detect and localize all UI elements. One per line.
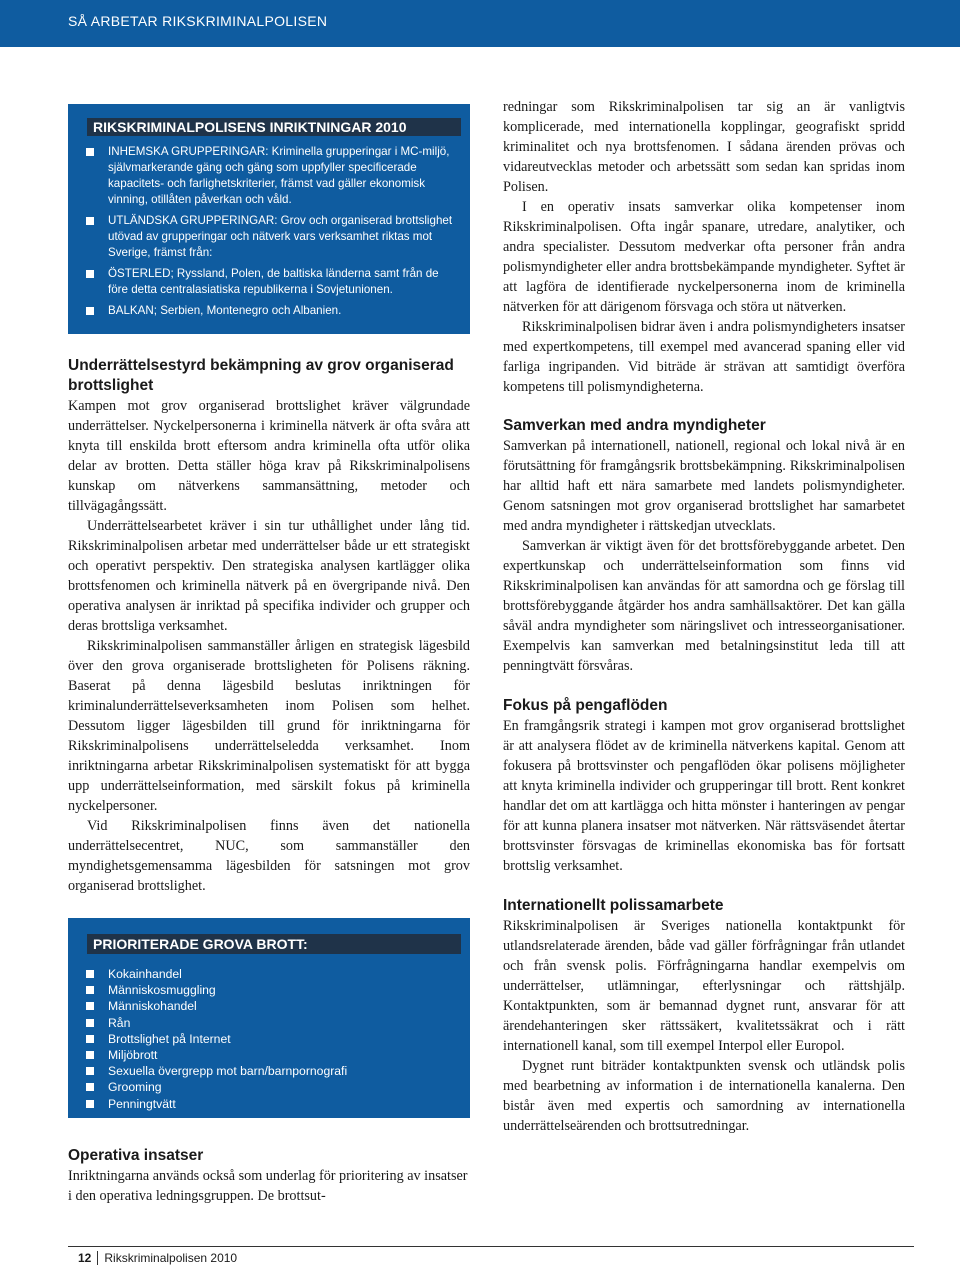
right-column — [503, 97, 905, 1136]
inriktningar-box-title: RIKSKRIMINALPOLISENS INRIKTNINGAR 2010 — [87, 118, 461, 136]
internationellt-heading: Internationellt polissamarbete — [503, 897, 724, 914]
paragraph: Dygnet runt biträder kontaktpunkten svensk och utländsk polis med bearbetning av information i de internationella kanalerna. Den bistår även med expertis och samordning av internationella underrättelseärenden och brottsutredningar. — [503, 1058, 905, 1134]
page-header-bar — [0, 0, 960, 47]
bullet-square-icon — [86, 307, 94, 315]
publication-name: Rikskriminalpolisen 2010 — [104, 1251, 238, 1265]
bullet-square-icon — [86, 1019, 94, 1027]
list-item: UTLÄNDSKA GRUPPERINGAR: Grov och organiserad brottslighet utövad av grupperingar och nätverk vars verksamhet riktas mot Sverige, främst från: — [86, 213, 458, 261]
prioriterade-box-title: PRIORITERADE GROVA BROTT: — [87, 934, 461, 954]
list-item: Sexuella övergrepp mot barn/barnpornografi — [86, 1063, 458, 1079]
prioriterade-box — [68, 918, 470, 1118]
fokus-heading: Fokus på pengaflöden — [503, 697, 668, 714]
bullet-square-icon — [86, 270, 94, 278]
paragraph: I en operativ insats samverkar olika kompetenser inom Rikskriminalpolisen. Ofta ingår spanare, utredare, analytiker, och andra specialister. Dessutom medverkar ofta personer från andra polismyndigheter eller andra brottsbekämpande myndigheter. Syftet är att lagföra de identifierade nyckelpersonerna inom de kriminella nätverken för att därigenom försvaga och störa ut nätverken. — [503, 199, 905, 315]
list-item: INHEMSKA GRUPPERINGAR: Kriminella grupperingar i MC-miljö, självmarkerande gäng och gäng som uppfyller specificerade kapacitets- och farlighetskriterier, främst vad gäller ekonomisk vinning, otillåten påverkan och våld. — [86, 144, 458, 208]
bullet-square-icon — [86, 1035, 94, 1043]
paragraph: Rikskriminalpolisen bidrar även i andra polismyndigheters insatser med expertkompetens, till exempel med avancerad spaning eller vid farliga ingripanden. Vid biträde är strävan att samtidigt överföra kompetens till polismyndigheterna. — [503, 319, 905, 395]
list-item: Penningtvätt — [86, 1096, 458, 1112]
list-item: Rån — [86, 1015, 458, 1031]
paragraph: Rikskriminalpolisen sammanställer årligen en strategisk lägesbild över den grova organiserade brottsligheten för Polisens räkning. Baserat på denna lägesbild beslutas inriktningen för kriminalunderrättelseverksamheten inom Polisen som helhet. Dessutom ligger lägesbilden till grund för inriktningarna för Rikskriminalpolisens underrättelseledda verksamhet. Inom inriktningarna arbetar Rikskriminalpolisen systematiskt för att bygga upp underrättelseinformation, med särskilt fokus på kriminella nyckelpersoner. — [68, 638, 470, 814]
inriktningar-list — [86, 144, 458, 324]
list-item: ÖSTERLED; Ryssland, Polen, de baltiska länderna samt från de före detta centralasiatiska republikerna i Sovjetunionen. — [86, 266, 458, 298]
list-item: Människohandel — [86, 998, 458, 1014]
bullet-square-icon — [86, 1100, 94, 1108]
operativa-heading: Operativa insatser — [68, 1147, 204, 1164]
operativa-section — [68, 1146, 470, 1206]
section-title: SÅ ARBETAR RIKSKRIMINALPOLISEN — [68, 13, 328, 29]
bullet-square-icon — [86, 986, 94, 994]
paragraph: Underrättelsearbetet kräver i sin tur uthållighet under lång tid. Rikskriminalpolisen arbetar med underrättelser både ur ett strategiskt och operativt perspektiv. Den strategiska analysen kartlägger olika brottsfenomen och kriminella nätverk på en övergripande nivå. Den operativa analysen är inriktad på specifika individer och grupper och deras brottsliga verksamhet. — [68, 518, 470, 634]
page-footer — [78, 1251, 237, 1265]
bullet-square-icon — [86, 970, 94, 978]
paragraph: Samverkan på internationell, nationell, regional och lokal nivå är en förutsättning för framgångsrik brottsbekämpning. Rikskriminalpolisen har alltid haft ett nära samarbete med landets polismyndigheter. Genom satsningen mot grov organiserad brottslighet har samarbetet med andra myndigheter i rättskedjan utvecklats. — [503, 438, 905, 534]
samverkan-heading: Samverkan med andra myndigheter — [503, 417, 766, 434]
list-item: BALKAN; Serbien, Montenegro och Albanien. — [86, 303, 458, 319]
paragraph: Vid Rikskriminalpolisen finns även det nationella underrättelsecentret, NUC, som sammanställer den myndighetsgemensamma lägesbilden för satsningen mot grov organiserad brottslighet. — [68, 818, 470, 894]
paragraph: Kampen mot grov organiserad brottslighet kräver välgrundade underrättelser. Nyckelpersonerna i kriminella nätverk är ofta svåra att knyta till enskilda brott eftersom andra kriminella ofta utför olika delar av brotten. Detta ställer höga krav på Rikskriminalpolisens kunskap om nätverkens sammansättning, metoder och tillvägagångssätt. — [68, 398, 470, 514]
paragraph: Samverkan är viktigt även för det brottsförebyggande arbetet. Den expertkunskap och underrättelseinformation som finns vid Rikskriminalpolisen kan användas för att samordna och ge förslag till brottsförebyggande åtgärder hos andra samhällsaktörer. Det kan gälla såväl andra myndigheter som näringslivet och intresseorganisationer. Exempelvis kan samverkan med betalningsinstitut leda till att penningtvätt försvåras. — [503, 538, 905, 674]
bullet-square-icon — [86, 217, 94, 225]
article-heading: Underrättelsestyrd bekämpning av grov organiserad brottslighet — [68, 357, 454, 394]
paragraph: redningar som Rikskriminalpolisen tar sig an är vanligtvis komplicerade, med internationella kopplingar, geografiskt spridd kriminalitet och nya brottsfenomen. I sådana ärenden prövas och vidareutvecklas metoder och arbetssätt som sedan kan spridas inom Polisen. — [503, 99, 905, 195]
bullet-square-icon — [86, 148, 94, 156]
paragraph: Rikskriminalpolisen är Sveriges nationella kontaktpunkt för utlandsrelaterade ärenden, både vad gäller förfrågningar från utlandet och från svensk polis. Förfrågningarna handlar exempelvis om underrättelser, utlämningar, efterlysningar och rättshjälp. Kontaktpunkten, som är bemannad dygnet runt, ansvarar för att ärendehanteringen sker rättssäkert, kvalitetssäkrat och i rätt internationell kanal, som till exempel Interpol eller Europol. — [503, 918, 905, 1054]
list-item: Miljöbrott — [86, 1047, 458, 1063]
left-article — [68, 356, 470, 896]
paragraph: Inriktningarna används också som underlag för prioritering av insatser i den operativa ledningsgruppen. De brottsut- — [68, 1168, 468, 1204]
list-item: Brottslighet på Internet — [86, 1031, 458, 1047]
bullet-square-icon — [86, 1067, 94, 1075]
bullet-square-icon — [86, 1051, 94, 1059]
page-number: 12 — [78, 1251, 98, 1265]
footer-rule — [68, 1246, 914, 1247]
bullet-square-icon — [86, 1002, 94, 1010]
inriktningar-box — [68, 104, 470, 334]
list-item: Människosmuggling — [86, 982, 458, 998]
list-item: Kokainhandel — [86, 966, 458, 982]
bullet-square-icon — [86, 1083, 94, 1091]
list-item: Grooming — [86, 1079, 458, 1095]
prioriterade-list — [86, 966, 458, 1112]
paragraph: En framgångsrik strategi i kampen mot grov organiserad brottslighet är att analysera flödet av de kriminella nätverkens kapital. Genom att fokusera på brottsvinster och pengaflöden ökar polisens möjligheter att knyta kriminella individer och grupperingar till brott. Rent konkret handlar det om att kartlägga och hitta mönster i hanteringen av pengar för att kunna planera insatser mot nätverken. När rättsväsendet återtar brottsvinster försvagas de kriminellas ekonomiska bas för fortsatt brottslig verksamhet. — [503, 718, 905, 874]
